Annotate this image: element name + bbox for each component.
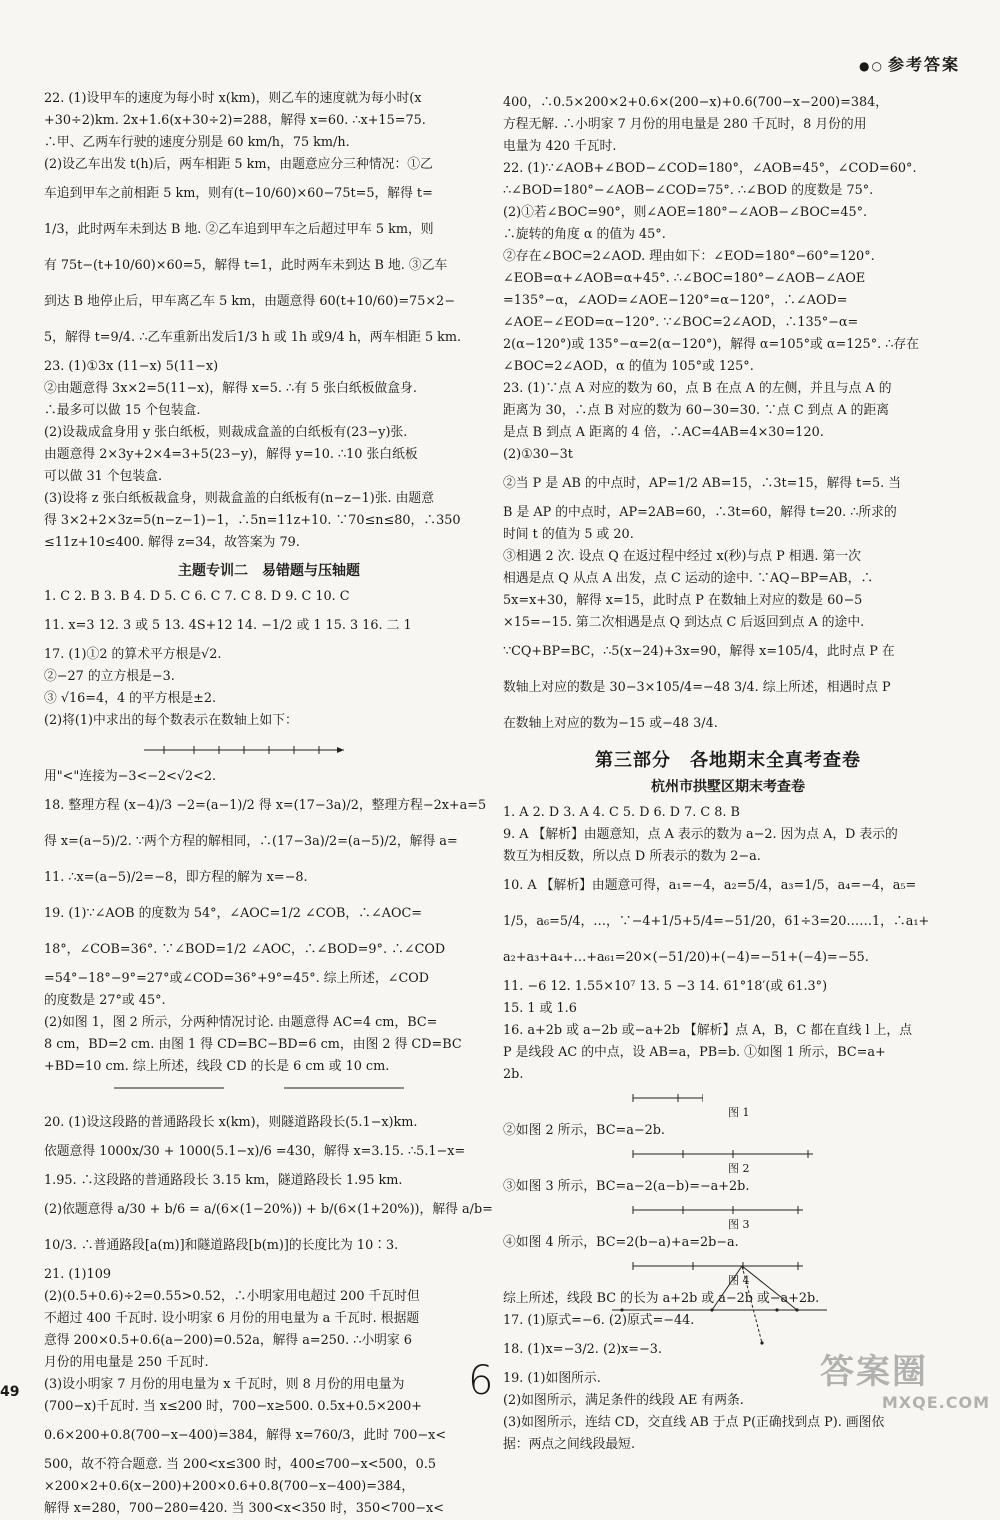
- text-line: 不超过 400 千瓦时. 设小明家 6 月份的用电量为 a 千瓦时. 根据题: [44, 1311, 420, 1326]
- text-line: ③相遇 2 次. 设点 Q 在返过程中经过 x(秒)与点 P 相遇. 第一次: [503, 549, 861, 564]
- text-line: 月份的用电量是 250 千瓦时.: [44, 1355, 209, 1370]
- text-line: (2)依题意得 a/30 + b/6 = a/(6×(1−20%)) + b/(6×(1+20%))，解得 a/b=: [44, 1202, 493, 1217]
- text-line: (3)设小明家 7 月份的用电量为 x 千瓦时，则 8 月份的用电量为: [44, 1377, 405, 1392]
- text-line: 由题意得 2×3y+2×4=3+5(23−y)，解得 y=10. ∴10 张白纸板: [44, 447, 418, 462]
- right-block-1: [503, 92, 953, 742]
- segment-figures-1-2: [44, 1078, 494, 1112]
- section-title: 主题专训二 易错题与压轴题: [178, 563, 360, 579]
- text-line: 方程无解. ∴小明家 7 月份的用电量是 280 千瓦时，8 月份的用: [503, 117, 867, 132]
- text-line: 22. (1)设甲车的速度为每小时 x(km)，则乙车的速度就为每小时(x: [44, 91, 422, 106]
- text-line: (2)(0.5+0.6)÷2=0.55>0.52，∴小明家用电超过 200 千瓦时但: [44, 1289, 420, 1304]
- exam-title: 杭州市拱墅区期末考查卷: [651, 779, 805, 795]
- text-line: ∴∠BOD=180°−∠AOB−∠COD=75°. ∴∠BOD 的度数是 75°.: [503, 183, 874, 198]
- header-tag-label: 参考答案: [887, 55, 960, 74]
- text-line: 数互为相反数，所以点 D 所表示的数为 2−a.: [503, 849, 761, 864]
- text-line: 依题意得 1000x/30 + 1000(5.1−x)/6 =430，解得 x=3.15. ∴5.1−x=: [44, 1144, 466, 1159]
- text-line: 的度数是 27°或 45°.: [44, 993, 166, 1008]
- text-line: 可以做 31 个包装盒.: [44, 469, 163, 484]
- text-line: ×200×2+0.6(x−200)+200×0.6+0.8(700−x−400)=384，: [44, 1479, 415, 1494]
- text-line: 5，解得 t=9/4. ∴乙车重新出发后1/3 h 或 1h 或9/4 h，两车相距 5 km.: [44, 330, 462, 345]
- number-line-figure: [44, 732, 494, 766]
- text-line: 综上所述，线段 BC 的长为 a+2b 或 a−2b 或−a+2b.: [503, 1291, 820, 1306]
- text-line: 5x=x+30，解得 x=15，此时点 P 在数轴上对应的数是 60−5: [503, 593, 863, 608]
- text-line: ②当 P 是 AB 的中点时，AP=1/2 AB=15，∴3t=15，解得 t=5. 当: [503, 476, 902, 491]
- text-line: 10/3. ∴普通路段[a(m)]和隧道路段[b(m)]的长度比为 10∶3.: [44, 1238, 399, 1253]
- text-line: 1. C 2. B 3. B 4. D 5. C 6. C 7. C 8. D 9. C 10. C: [44, 589, 350, 604]
- text-line: B 是 AP 的中点时，AP=2AB=60，∴3t=60，解得 t=20. ∴所求的: [503, 505, 897, 520]
- text-line: ∴甲、乙两车行驶的速度分别是 60 km/h，75 km/h.: [44, 135, 350, 150]
- figure-2: [503, 1142, 953, 1176]
- text-line: 8 cm，BD=2 cm. 由图 1 得 CD=BC−BD=6 cm，由图 2 得 CD=BC: [44, 1037, 462, 1052]
- text-line: 1/5，a₆=5/4，…，∵−4+1/5+5/4=−51/20，61÷3=20……1，∴a₁+: [503, 914, 930, 929]
- text-line: 500，故不符合题意. 当 200<x≤300 时，400≤700−x<500，0.5: [44, 1457, 436, 1472]
- case-4-text: ④如图 4 所示，BC=2(b−a)+a=2b−a.: [503, 1235, 739, 1250]
- text-line: 11. −6 12. 1.55×10⁷ 13. 5 −3 14. 61°18′(或 61.3°): [503, 979, 828, 994]
- text-line: 18. 整理方程 (x−4)/3 −2=(a−1)/2 得 x=(17−3a)/2，整理方程−2x+a=5: [44, 798, 487, 813]
- text-line: ×15=−15. 第二次相遇是点 Q 到达点 C 后返回到点 A 的途中.: [503, 615, 865, 630]
- page-number: 49: [0, 1384, 20, 1400]
- text-line: ∠EOB=α+∠AOB=α+45°. ∴∠BOC=180°−∠AOB−∠AOE: [503, 271, 866, 286]
- figure-2-line: [503, 1142, 833, 1176]
- watermark-url: MXQE.COM: [881, 1393, 990, 1412]
- text-line: 车追到甲车之前相距 5 km，则有(t−10/60)×60−75t=5，解得 t=: [44, 186, 433, 201]
- text-line: 1/3，此时两车未到达 B 地. ②乙车追到甲车之后超过甲车 5 km，则: [44, 222, 434, 237]
- text-line: 11. ∴x=(a−5)/2=−8，即方程的解为 x=−8.: [44, 870, 308, 885]
- text-line: +30÷2)km. 2x+1.6(x+30÷2)=288，解得 x=60. ∴x+15=75.: [44, 113, 426, 128]
- text-line: 1.95. ∴这段路的普通路段长 3.15 km，隧道路段长 1.95 km.: [44, 1173, 403, 1188]
- text-line: 15. 1 或 1.6: [503, 1001, 577, 1016]
- text-line: 9. A 【解析】由题意知，点 A 表示的数为 a−2. 因为点 A，D 表示的: [503, 827, 898, 842]
- left-column: [44, 88, 494, 1520]
- text-line: 解得 x=280，700−280=420. 当 300<x<350 时，350<700−x<: [44, 1501, 444, 1516]
- text-line: ②−27 的立方根是−3.: [44, 669, 175, 684]
- text-line: 23. (1)①3x (11−x) 5(11−x): [44, 359, 219, 374]
- left-block-2: [44, 586, 494, 1520]
- watermark-logo-text: 答案圈: [820, 1352, 928, 1392]
- text-line: 11. x=3 12. 3 或 5 13. 4S+12 14. −1/2 或 1 15. 3 16. 二 1: [44, 618, 412, 633]
- text-line: (2)①30−3t: [503, 447, 573, 462]
- answer-header-tag: [859, 52, 960, 75]
- text-line: 数轴上对应的数是 30−3×105/4=−48 3/4. 综上所述，相遇时点 P: [503, 680, 891, 695]
- figure-1-line: [503, 1086, 703, 1120]
- text-line: 得 3×2+2×3z=5(n−z−1)−1，∴5n=11z+10. ∵70≤n≤80，∴350: [44, 513, 461, 528]
- text-line: ∠BOC=2∠AOD，α 的值为 105°或 125°.: [503, 359, 754, 374]
- text-line: 电量为 420 千瓦时.: [503, 139, 617, 154]
- text-line: 0.6×200+0.8(700−x−400)=384，解得 x=760/3，此时 700−x<: [44, 1428, 447, 1443]
- text-line: 意得 200×0.5+0.6(a−200)=0.52a，解得 a=250. ∴小明家 6: [44, 1333, 412, 1348]
- text-line: (2)如图 1，图 2 所示，分两种情况讨论. 由题意得 AC=4 cm，BC=: [44, 1015, 438, 1030]
- text-line: =135°−α，∠AOD=∠AOE−120°=α−120°，∴∠AOD=: [503, 293, 848, 308]
- text-line: (2)将(1)中求出的每个数表示在数轴上如下：: [44, 713, 298, 728]
- text-line: 是点 B 到点 A 距离的 4 倍，∴AC=4AB=4×30=120.: [503, 425, 824, 440]
- watermark: [820, 1344, 990, 1424]
- text-line: 时间 t 的值为 5 或 20.: [503, 527, 634, 542]
- text-line: 22. (1)∵∠AOB+∠BOD−∠COD=180°，∠AOB=45°，∠COD=60°.: [503, 161, 917, 176]
- text-line: 1. A 2. D 3. A 4. C 5. D 6. D 7. C 8. B: [503, 805, 740, 820]
- text-line: 距离为 30，∴点 B 对应的数为 60−30=30. ∵点 C 到点 A 的距离: [503, 403, 890, 418]
- text-line: 21. (1)109: [44, 1267, 111, 1282]
- text-line: (3)设将 z 张白纸板裁盒身，则裁盒盖的白纸板有(n−z−1)张. 由题意: [44, 491, 435, 506]
- text-line: (2)如图所示，满足条件的线段 AE 有两条.: [503, 1393, 744, 1408]
- text-line: ③ √16=4，4 的平方根是±2.: [44, 691, 217, 706]
- text-line: 18. (1)x=−3/2. (2)x=−3.: [503, 1342, 662, 1357]
- text-line: ∴最多可以做 15 个包装盒.: [44, 403, 201, 418]
- text-line: ≤11z+10≤400. 解得 z=34，故答案为 79.: [44, 535, 300, 550]
- text-line: (2)设裁成盒身用 y 张白纸板，则裁成盒盖的白纸板有(23−y)张.: [44, 425, 408, 440]
- left-block-1: [44, 88, 494, 554]
- text-line: (2)①若∠BOC=90°，则∠AOE=180°−∠AOB−∠BOC=45°.: [503, 205, 868, 220]
- case-3-text: ③如图 3 所示，BC=a−2(a−b)=−a+2b.: [503, 1179, 750, 1194]
- text-line: 17. (1)原式=−6. (2)原式=−44.: [503, 1313, 695, 1328]
- figure-1-caption: 图 1: [728, 1106, 750, 1119]
- figure-2-caption: 图 2: [728, 1162, 750, 1175]
- text-line: 19. (1)∵∠AOB 的度数为 54°，∠AOC=1/2 ∠COB，∴∠AOC=: [44, 906, 422, 921]
- figure-4-caption: 图 4: [728, 1274, 750, 1287]
- part-title: 第三部分 各地期末全真考查卷: [595, 750, 861, 771]
- text-line: ②存在∠BOC=2∠AOD. 理由如下：∠EOD=180°−60°=120°.: [503, 249, 875, 264]
- text-line: (700−x)千瓦时. 当 x≤200 时，700−x≥500. 0.5x+0.5×200+: [44, 1399, 422, 1414]
- text-line: 20. (1)设这段路的普通路段长 x(km)，则隧道路段长(5.1−x)km.: [44, 1115, 418, 1130]
- text-line: 到达 B 地停止后，甲车离乙车 5 km，由题意得 60(t+10/60)=75×2−: [44, 294, 455, 309]
- text-line: =54°−18°−9°=27°或∠COD=36°+9°=45°. 综上所述，∠COD: [44, 971, 429, 986]
- text-line: 有 75t−(t+10/60)×60=5，解得 t=1，此时两车未到达 B 地. ③乙车: [44, 258, 448, 273]
- text-line: a₂+a₃+a₄+…+a₆₁=20×(−51/20)+(−4)=−51+(−4)=−55.: [503, 950, 869, 965]
- text-line: 23. (1)∵点 A 对应的数为 60，点 B 在点 A 的左侧，并且与点 A 的: [503, 381, 892, 396]
- text-line: 19. (1)如图所示.: [503, 1371, 601, 1386]
- text-line: 10. A 【解析】由题意可得，a₁=−4，a₂=5/4，a₃=1/5，a₄=−4，a₅=: [503, 878, 917, 893]
- text-line: 在数轴上对应的数为−15 或−48 3/4.: [503, 716, 718, 731]
- text-line: 得 x=(a−5)/2. ∵两个方程的解相同，∴(17−3a)/2=(a−5)/2，解得 a=: [44, 834, 458, 849]
- text-line: ∵CQ+BP=BC，∴5(x−24)+3x=90，解得 x=105/4，此时点 P 在: [503, 644, 895, 659]
- figure-1: [503, 1086, 953, 1120]
- text-line: 据：两点之间线段最短.: [503, 1437, 636, 1452]
- text-line: ②由题意得 3x×2=5(11−x)，解得 x=5. ∴有 5 张白纸板做盒身.: [44, 381, 417, 396]
- figure-3: [503, 1198, 953, 1232]
- right-column: [503, 92, 953, 1456]
- figure-3-line: [503, 1198, 833, 1232]
- text-line: (2)设乙车出发 t(h)后，两车相距 5 km，由题意应分三种情况：①乙: [44, 157, 433, 172]
- text-line: 16. a+2b 或 a−2b 或−a+2b 【解析】点 A，B，C 都在直线 l 上，点: [503, 1023, 913, 1038]
- text-line: 2(α−120°)或 135°−α=2(α−120°)，解得 α=105°或 α=125°. ∴存在: [503, 337, 919, 352]
- text-line: ∠AOE−∠EOD=α−120°. ∵∠BOC=2∠AOD，∴135°−α=: [503, 315, 859, 330]
- text-line: 17. (1)①2 的算术平方根是√2.: [44, 647, 222, 662]
- text-line: +BD=10 cm. 综上所述，线段 CD 的长是 6 cm 或 10 cm.: [44, 1059, 390, 1074]
- text-line: 相遇是点 Q 从点 A 出发，点 C 运动的途中. ∵AQ−BP=AB，∴: [503, 571, 874, 586]
- geometry-figure: [612, 1258, 832, 1348]
- figure-3-caption: 图 3: [728, 1218, 750, 1231]
- header-dots-icon: ●○: [859, 59, 884, 73]
- case-2-text: ②如图 2 所示，BC=a−2b.: [503, 1123, 665, 1138]
- text-line: P 是线段 AC 的中点，设 AB=a，PB=b. ①如图 1 所示，BC=a+: [503, 1045, 886, 1060]
- text-line: (3)如图所示，连结 CD，交直线 AB 于点 P(正确找到点 P). 画图依: [503, 1415, 885, 1430]
- text-line: 2b.: [503, 1067, 524, 1082]
- text-line: 用"<"连接为−3<−2<√2<2.: [44, 769, 217, 784]
- right-block-2: [503, 802, 953, 1086]
- text-line: 400，∴0.5×200×2+0.6×(200−x)+0.6(700−x−200)=384，: [503, 95, 889, 110]
- handwritten-number: 6: [468, 1358, 494, 1404]
- text-line: 18°，∠COB=36°. ∵∠BOD=1/2 ∠AOC，∴∠BOD=9°. ∴∠COD: [44, 942, 446, 957]
- text-line: ∴旋转的角度 α 的值为 45°.: [503, 227, 666, 242]
